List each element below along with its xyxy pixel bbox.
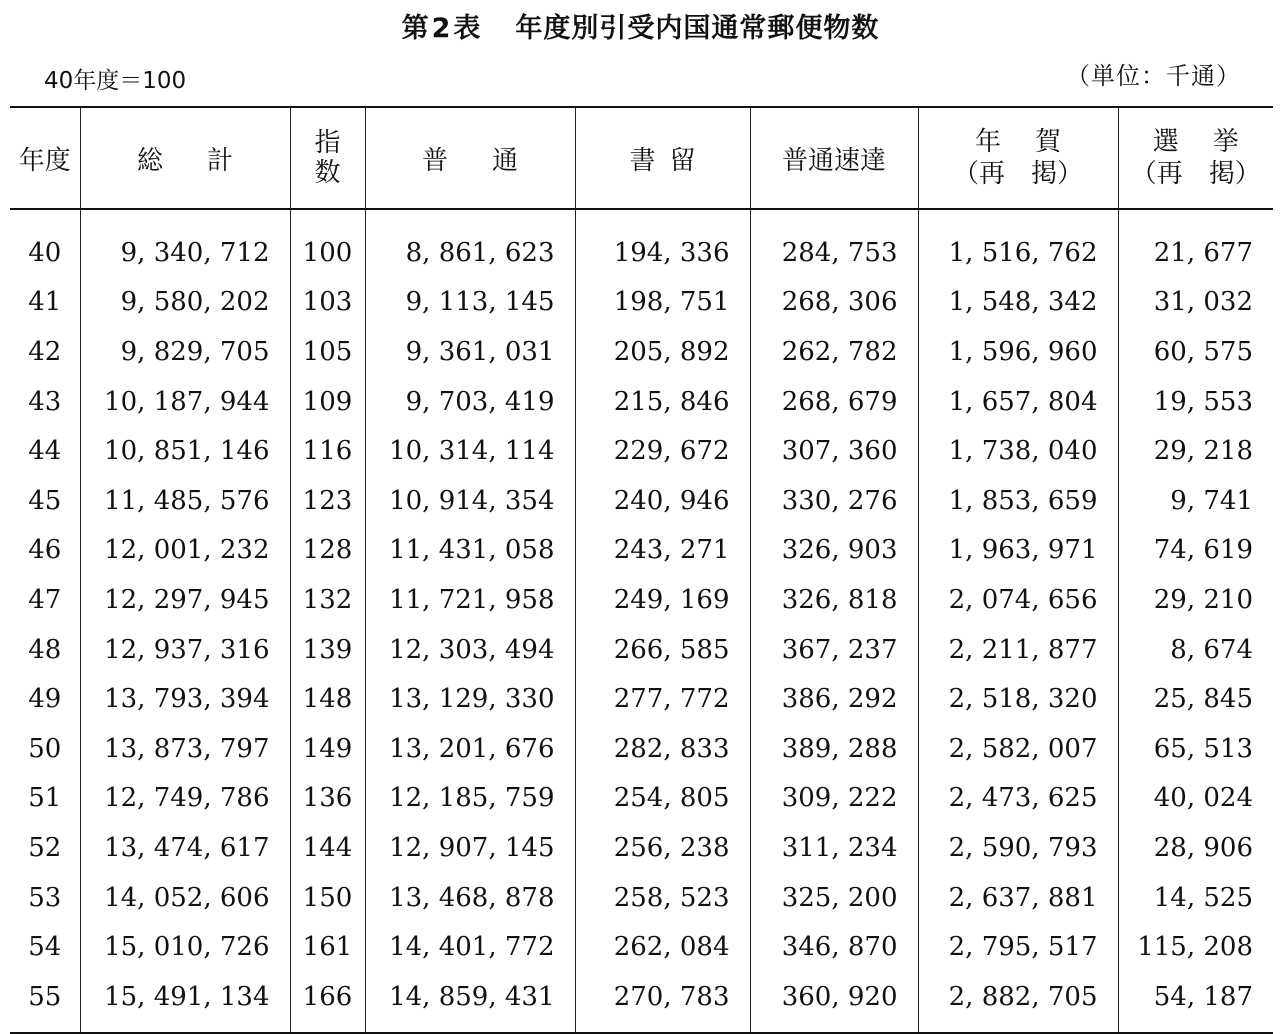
cell-registered: 243, 271 [575,526,750,576]
base-year-note: 40年度＝100 [44,68,187,94]
cell-total: 11, 485, 576 [80,476,290,526]
cell-newyear: 1, 548, 342 [918,278,1118,328]
table-row [10,278,1273,328]
cell-registered: 258, 523 [575,873,750,923]
cell-total: 12, 937, 316 [80,625,290,675]
cell-ordinary: 10, 914, 354 [365,476,575,526]
cell-year: 54 [28,932,62,963]
cell-ordinary: 13, 129, 330 [365,674,575,724]
cell-express: 367, 237 [750,625,918,675]
cell-index: 132 [290,575,365,625]
cell-election: 9, 741 [1118,476,1273,526]
cell-total: 14, 052, 606 [80,873,290,923]
table-row [10,972,1273,1033]
cell-total: 10, 187, 944 [80,377,290,427]
cell-express: 309, 222 [750,774,918,824]
cell-year: 42 [28,336,62,367]
cell-election: 25, 845 [1118,674,1273,724]
table-row [10,873,1273,923]
cell-year: 46 [28,535,62,566]
cell-newyear: 1, 853, 659 [918,476,1118,526]
table-row [10,575,1273,625]
header-year: 年度 [10,107,80,209]
cell-year: 41 [28,287,62,318]
cell-election: 21, 677 [1118,209,1273,278]
cell-year: 43 [28,386,62,417]
cell-election: 14, 525 [1118,873,1273,923]
cell-ordinary: 9, 113, 145 [365,278,575,328]
cell-newyear: 2, 795, 517 [918,922,1118,972]
cell-ordinary: 14, 859, 431 [365,972,575,1033]
cell-total: 9, 340, 712 [80,209,290,278]
cell-ordinary: 11, 431, 058 [365,526,575,576]
cell-index: 123 [290,476,365,526]
table-row [10,625,1273,675]
cell-index: 128 [290,526,365,576]
cell-ordinary: 10, 314, 114 [365,426,575,476]
header-registered: 書留 [575,107,750,209]
cell-year: 50 [28,733,62,764]
cell-express: 325, 200 [750,873,918,923]
cell-index: 105 [290,327,365,377]
cell-index: 139 [290,625,365,675]
cell-registered: 254, 805 [575,774,750,824]
cell-express: 346, 870 [750,922,918,972]
table-row [10,922,1273,972]
header-election: 選挙 （再 掲） [1118,107,1273,209]
cell-express: 268, 306 [750,278,918,328]
cell-newyear: 2, 473, 625 [918,774,1118,824]
cell-ordinary: 13, 468, 878 [365,873,575,923]
cell-election: 54, 187 [1118,972,1273,1033]
cell-newyear: 2, 637, 881 [918,873,1118,923]
unit-note: （単位：千通） [1066,62,1241,90]
cell-election: 60, 575 [1118,327,1273,377]
cell-index: 116 [290,426,365,476]
cell-index: 148 [290,674,365,724]
cell-election: 74, 619 [1118,526,1273,576]
cell-ordinary: 13, 201, 676 [365,724,575,774]
cell-election: 29, 218 [1118,426,1273,476]
cell-ordinary: 12, 907, 145 [365,823,575,873]
cell-index: 100 [290,209,365,278]
cell-newyear: 2, 211, 877 [918,625,1118,675]
cell-express: 386, 292 [750,674,918,724]
cell-ordinary: 12, 303, 494 [365,625,575,675]
cell-total: 10, 851, 146 [80,426,290,476]
table-body [10,209,1273,1033]
cell-newyear: 1, 963, 971 [918,526,1118,576]
header-ordinary: 普通 [365,107,575,209]
cell-newyear: 2, 582, 007 [918,724,1118,774]
cell-registered: 194, 336 [575,209,750,278]
cell-total: 9, 580, 202 [80,278,290,328]
cell-express: 326, 818 [750,575,918,625]
cell-express: 311, 234 [750,823,918,873]
cell-registered: 262, 084 [575,922,750,972]
cell-index: 144 [290,823,365,873]
cell-total: 9, 829, 705 [80,327,290,377]
cell-newyear: 1, 738, 040 [918,426,1118,476]
cell-index: 103 [290,278,365,328]
cell-registered: 270, 783 [575,972,750,1033]
cell-year: 49 [28,684,62,715]
cell-express: 360, 920 [750,972,918,1033]
table-row [10,823,1273,873]
cell-registered: 266, 585 [575,625,750,675]
cell-year: 45 [28,485,62,516]
cell-newyear: 2, 882, 705 [918,972,1118,1033]
cell-total: 12, 001, 232 [80,526,290,576]
cell-express: 307, 360 [750,426,918,476]
cell-registered: 256, 238 [575,823,750,873]
cell-newyear: 2, 074, 656 [918,575,1118,625]
cell-express: 389, 288 [750,724,918,774]
cell-registered: 215, 846 [575,377,750,427]
title-suffix: 表 [453,13,482,44]
cell-registered: 277, 772 [575,674,750,724]
cell-ordinary: 9, 703, 419 [365,377,575,427]
cell-newyear: 2, 590, 793 [918,823,1118,873]
table-row [10,476,1273,526]
cell-year: 40 [28,237,62,268]
cell-newyear: 1, 657, 804 [918,377,1118,427]
cell-total: 12, 749, 786 [80,774,290,824]
mail-volume-table [10,106,1273,1034]
cell-year: 44 [28,436,62,467]
header-express: 普通速達 [750,107,918,209]
cell-year: 48 [28,634,62,665]
cell-election: 40, 024 [1118,774,1273,824]
cell-index: 149 [290,724,365,774]
table-row [10,209,1273,278]
cell-newyear: 1, 516, 762 [918,209,1118,278]
table-row [10,426,1273,476]
cell-registered: 249, 169 [575,575,750,625]
cell-election: 8, 674 [1118,625,1273,675]
cell-ordinary: 9, 361, 031 [365,327,575,377]
cell-election: 19, 553 [1118,377,1273,427]
cell-total: 13, 873, 797 [80,724,290,774]
cell-year: 47 [28,584,62,615]
cell-total: 13, 474, 617 [80,823,290,873]
cell-newyear: 2, 518, 320 [918,674,1118,724]
cell-election: 65, 513 [1118,724,1273,774]
header-row [10,107,1273,209]
cell-election: 28, 906 [1118,823,1273,873]
cell-ordinary: 14, 401, 772 [365,922,575,972]
cell-index: 150 [290,873,365,923]
cell-total: 12, 297, 945 [80,575,290,625]
cell-registered: 205, 892 [575,327,750,377]
table-row [10,377,1273,427]
table-row [10,327,1273,377]
cell-total: 15, 010, 726 [80,922,290,972]
cell-express: 330, 276 [750,476,918,526]
cell-express: 326, 903 [750,526,918,576]
cell-index: 166 [290,972,365,1033]
header-newyear: 年賀 （再 掲） [918,107,1118,209]
cell-registered: 240, 946 [575,476,750,526]
title-prefix: 第 [401,13,430,44]
cell-ordinary: 12, 185, 759 [365,774,575,824]
cell-total: 13, 793, 394 [80,674,290,724]
table-row [10,526,1273,576]
cell-registered: 198, 751 [575,278,750,328]
cell-registered: 282, 833 [575,724,750,774]
header-total: 総計 [80,107,290,209]
cell-index: 136 [290,774,365,824]
cell-election: 29, 210 [1118,575,1273,625]
cell-year: 53 [28,882,62,913]
cell-total: 15, 491, 134 [80,972,290,1033]
title-number: 2 [431,13,452,44]
table-row [10,774,1273,824]
table-row [10,674,1273,724]
cell-express: 268, 679 [750,377,918,427]
header-index: 指 数 [290,107,365,209]
cell-year: 51 [28,783,62,814]
cell-year: 55 [10,972,80,1033]
cell-index: 109 [290,377,365,427]
cell-ordinary: 11, 721, 958 [365,575,575,625]
cell-year: 52 [28,832,62,863]
cell-express: 262, 782 [750,327,918,377]
table-title [0,6,1281,45]
cell-election: 31, 032 [1118,278,1273,328]
cell-newyear: 1, 596, 960 [918,327,1118,377]
cell-ordinary: 8, 861, 623 [365,209,575,278]
cell-express: 284, 753 [750,209,918,278]
cell-election: 115, 208 [1118,922,1273,972]
table-row [10,724,1273,774]
title-text: 年度別引受内国通常郵便物数 [515,13,880,44]
cell-registered: 229, 672 [575,426,750,476]
cell-index: 161 [290,922,365,972]
